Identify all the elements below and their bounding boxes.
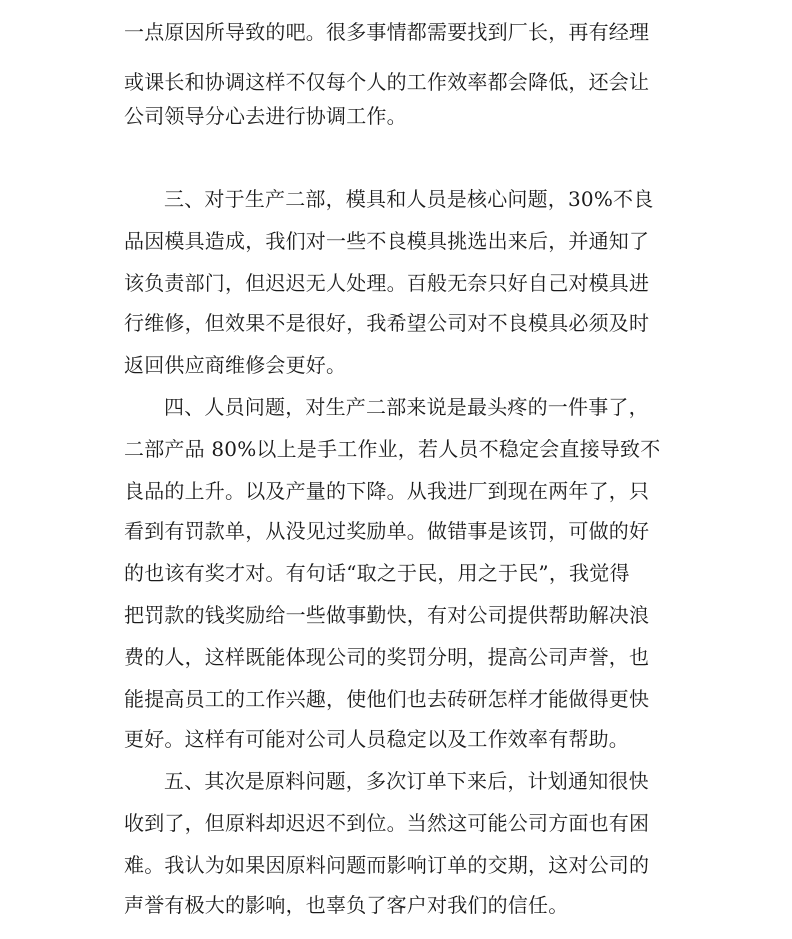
text-line: 四、人员问题，对生产二部来说是最头疼的一件事了，	[164, 395, 649, 419]
text-line: 费的人，这样既能体现公司的奖罚分明，提高公司声誉，也	[124, 645, 650, 669]
text-line: 品因模具造成，我们对一些不良模具挑选出来后，并通知了	[124, 229, 650, 253]
text-line: 该负责部门，但迟迟无人处理。百般无奈只好自己对模具进	[124, 271, 650, 295]
text-line: 一点原因所导致的吧。很多事情都需要找到厂长，再有经理	[124, 20, 650, 44]
text-line: 收到了，但原料却迟迟不到位。当然这可能公司方面也有困	[124, 811, 650, 835]
text-line: 的也该有奖才对。有句话“取之于民，用之于民”，我觉得	[124, 561, 630, 585]
text-line: 二部产品 80%以上是手工作业，若人员不稳定会直接导致不	[124, 437, 661, 461]
text-line: 声誉有极大的影响，也辜负了客户对我们的信任。	[124, 893, 569, 917]
text-line: 能提高员工的工作兴趣，使他们也去砖研怎样才能做得更快	[124, 687, 650, 711]
text-line: 返回供应商维修会更好。	[124, 353, 347, 377]
text-line: 更好。这样有可能对公司人员稳定以及工作效率有帮助。	[124, 727, 629, 751]
text-line: 行维修，但效果不是很好，我希望公司对不良模具必须及时	[124, 311, 650, 335]
text-line: 公司领导分心去进行协调工作。	[124, 104, 407, 128]
text-line: 把罚款的钱奖励给一些做事勤快，有对公司提供帮助解决浪	[124, 603, 650, 627]
text-line: 或课长和协调这样不仅每个人的工作效率都会降低，还会让	[124, 70, 650, 94]
text-line: 良品的上升。以及产量的下降。从我进厂到现在两年了，只	[124, 479, 650, 503]
text-line: 五、其次是原料问题，多次订单下来后，计划通知很快	[164, 769, 649, 793]
text-line: 看到有罚款单，从没见过奖励单。做错事是该罚，可做的好	[124, 519, 650, 543]
text-line: 难。我认为如果因原料问题而影响订单的交期，这对公司的	[124, 853, 650, 877]
text-line: 三、对于生产二部，模具和人员是核心问题，30%不良	[164, 187, 654, 211]
